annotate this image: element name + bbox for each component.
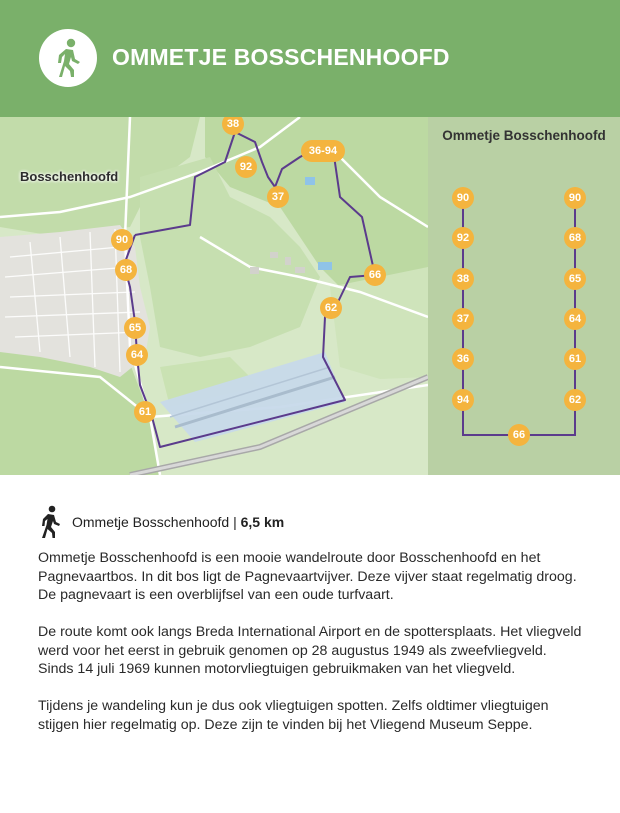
map-node-66[interactable]: 66 (364, 264, 386, 286)
schematic-node-right-3: 65 (564, 268, 586, 290)
schematic-node-right-6: 62 (564, 389, 586, 411)
route-distance: 6,5 km (240, 514, 285, 530)
schematic-node-left-4: 37 (452, 308, 474, 330)
walking-person-icon (38, 505, 62, 539)
header-bar (0, 0, 620, 117)
schematic-node-right-5: 61 (564, 348, 586, 370)
schematic-node-left-5: 36 (452, 348, 474, 370)
map-node-64[interactable]: 64 (126, 344, 148, 366)
walking-person-icon (39, 29, 97, 87)
map-town-label: Bosschenhoofd (20, 169, 119, 184)
schematic-node-right-4: 64 (564, 308, 586, 330)
route-schematic (428, 117, 620, 475)
description-paragraph-2: De route komt ook langs Breda International Airport en de spottersplaats. Het vliegveld werd voor het eerst in gebruik genomen op 28 augustus 1949 als zweefvliegveld. Sinds 14 juli 1969 kunnen motorvliegtuigen gebruikmaken van het vliegveld. (38, 624, 582, 677)
map-node-37[interactable]: 37 (267, 186, 289, 208)
schematic-node-left-2: 92 (452, 227, 474, 249)
map-node-61[interactable]: 61 (134, 401, 156, 423)
map-node-90[interactable]: 90 (111, 229, 133, 251)
route-description (38, 549, 583, 753)
map-node-38[interactable]: 38 (222, 117, 244, 135)
map-node-65[interactable]: 65 (124, 317, 146, 339)
separator: | (233, 514, 237, 530)
route-summary (72, 514, 284, 530)
schematic-node-left-1: 90 (452, 187, 474, 209)
map-node-92[interactable]: 92 (235, 156, 257, 178)
schematic-node-left-6: 94 (452, 389, 474, 411)
route-name: Ommetje Bosschenhoofd (72, 514, 230, 530)
map-node-36-94[interactable]: 36-94 (301, 140, 345, 162)
schematic-title: Ommetje Bosschenhoofd (442, 128, 606, 143)
schematic-node-right-1: 90 (564, 187, 586, 209)
page-title: OMMETJE BOSSCHENHOOFD (112, 44, 450, 70)
map-node-62[interactable]: 62 (320, 297, 342, 319)
route-map[interactable] (0, 117, 428, 475)
schematic-node-left-3: 38 (452, 268, 474, 290)
description-paragraph-1: Ommetje Bosschenhoofd is een mooie wandelroute door Bosschenhoofd en het Pagnevaartbos. In dit bos ligt de Pagnevaartvijver. Deze vijver staat regelmatig droog. De pagnevaart is een overblijfsel van een oude turfvaart. (38, 550, 577, 603)
schematic-node-bottom: 66 (508, 424, 530, 446)
map-node-68[interactable]: 68 (115, 259, 137, 281)
description-paragraph-3: Tijdens je wandeling kun je dus ook vliegtuigen spotten. Zelfs oldtimer vliegtuigen stijgen hier regelmatig op. Deze zijn te vinden bij het Vliegend Museum Seppe. (38, 698, 549, 733)
schematic-node-right-2: 68 (564, 227, 586, 249)
